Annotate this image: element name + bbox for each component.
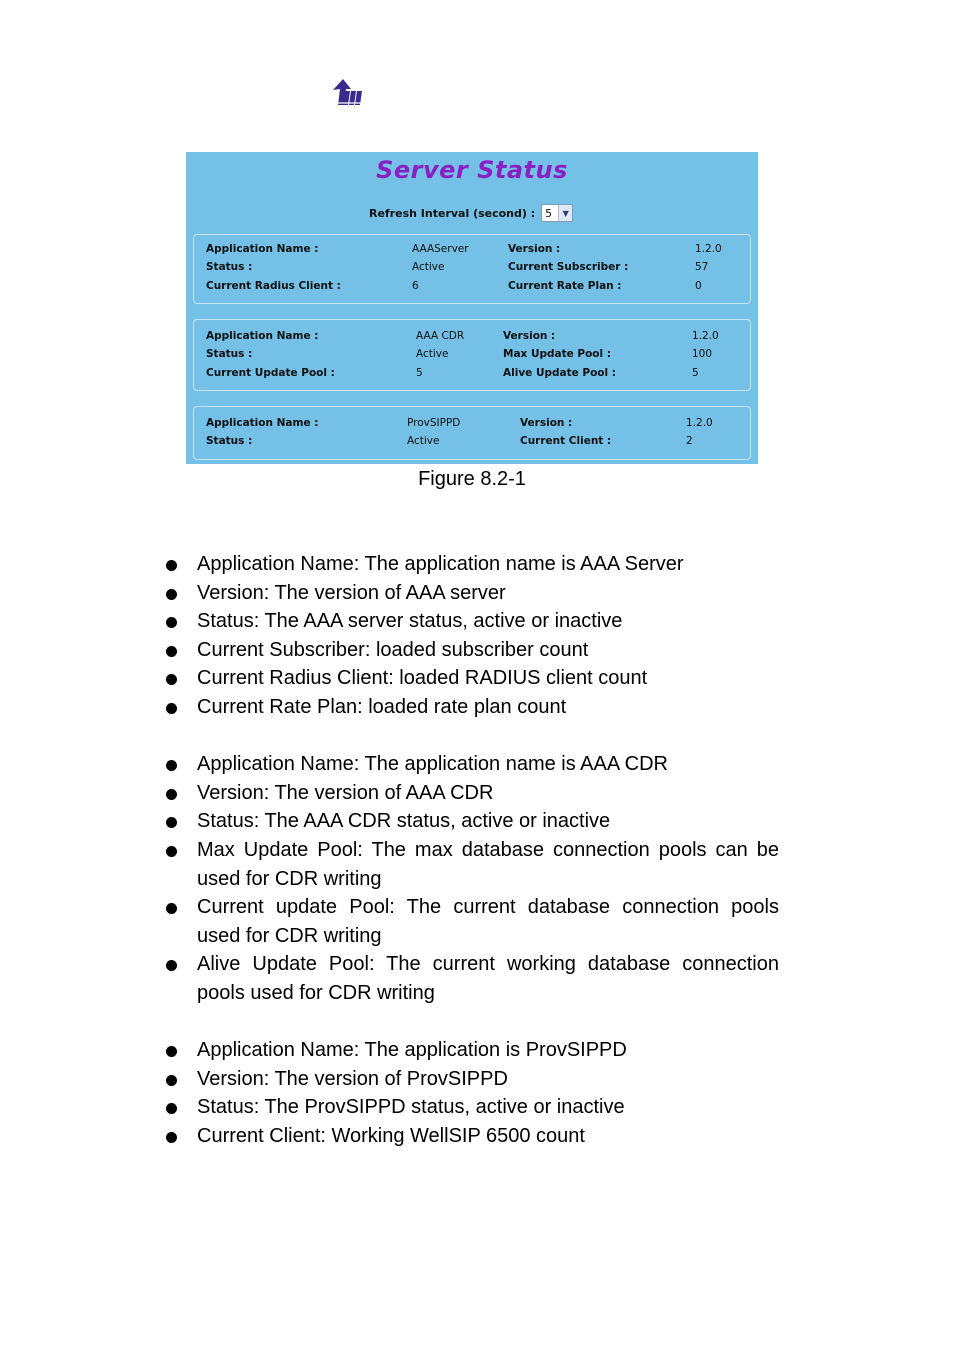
field-label: Current Radius Client : [206, 280, 341, 292]
list-item: Version: The version of AAA server [164, 579, 779, 608]
list-item: Alive Update Pool: The current working database connection pools used for CDR writing [164, 950, 779, 1007]
server-box-aaa [193, 234, 751, 304]
field-value: Active [412, 261, 445, 273]
figure-caption: Figure 8.2-1 [418, 468, 526, 490]
field-value: 1.2.0 [692, 330, 719, 342]
list-item: Current Rate Plan: loaded rate plan count [164, 693, 779, 722]
field-label: Max Update Pool : [503, 348, 611, 360]
field-label: Status : [206, 261, 253, 273]
field-value: 2 [686, 435, 693, 447]
field-value: ProvSIPPD [407, 417, 461, 429]
list-item: Current Subscriber: loaded subscriber count [164, 636, 779, 665]
field-value: 1.2.0 [686, 417, 713, 429]
refresh-interval-label: Refresh Interval (second) : [369, 206, 536, 220]
field-value: Active [416, 348, 449, 360]
aaa-server-bullets [164, 550, 779, 722]
refresh-interval-row [369, 204, 573, 222]
description-list [164, 550, 779, 1179]
field-label: Current Update Pool : [206, 367, 335, 379]
refresh-interval-value: 5 [545, 206, 553, 220]
field-label: Version : [503, 330, 556, 342]
list-item: Max Update Pool: The max database connection pools can be used for CDR writing [164, 836, 779, 893]
field-label: Version : [508, 243, 561, 255]
server-box-cdr [193, 319, 751, 391]
panel-title: Server Status [376, 156, 568, 184]
field-value: 100 [692, 348, 713, 360]
field-value: 5 [692, 367, 699, 379]
field-label: Current Subscriber : [508, 261, 629, 273]
list-item: Status: The AAA server status, active or inactive [164, 607, 779, 636]
field-value: 0 [695, 280, 702, 292]
field-label: Current Client : [520, 435, 612, 447]
list-item: Current Radius Client: loaded RADIUS client count [164, 664, 779, 693]
field-value: 1.2.0 [695, 243, 722, 255]
server-status-screenshot [186, 152, 758, 464]
aaa-cdr-bullets [164, 750, 779, 1007]
field-value: 57 [695, 261, 709, 273]
field-label: Alive Update Pool : [503, 367, 616, 379]
server-box-provsippd [193, 406, 751, 460]
field-label: Status : [206, 348, 253, 360]
list-item: Status: The AAA CDR status, active or inactive [164, 807, 779, 836]
field-label: Status : [206, 435, 253, 447]
refresh-interval-select[interactable] [541, 204, 573, 222]
company-logo [331, 77, 367, 107]
list-item: Application Name: The application is ProvSIPPD [164, 1036, 779, 1065]
field-value: AAAServer [412, 243, 469, 255]
field-label: Current Rate Plan : [508, 280, 622, 292]
list-item: Application Name: The application name is AAA CDR [164, 750, 779, 779]
list-item: Current Client: Working WellSIP 6500 count [164, 1122, 779, 1151]
field-value: AAA CDR [416, 330, 465, 342]
field-value: 5 [416, 367, 423, 379]
field-label: Application Name : [206, 330, 319, 342]
list-item: Current update Pool: The current database connection pools used for CDR writing [164, 893, 779, 950]
list-item: Status: The ProvSIPPD status, active or inactive [164, 1093, 779, 1122]
field-value: 6 [412, 280, 419, 292]
list-item: Application Name: The application name is AAA Server [164, 550, 779, 579]
field-label: Application Name : [206, 243, 319, 255]
list-item: Version: The version of ProvSIPPD [164, 1065, 779, 1094]
field-label: Application Name : [206, 417, 319, 429]
chevron-down-icon[interactable]: ▼ [558, 205, 572, 221]
field-value: Active [407, 435, 440, 447]
provsippd-bullets [164, 1036, 779, 1150]
field-label: Version : [520, 417, 573, 429]
list-item: Version: The version of AAA CDR [164, 779, 779, 808]
